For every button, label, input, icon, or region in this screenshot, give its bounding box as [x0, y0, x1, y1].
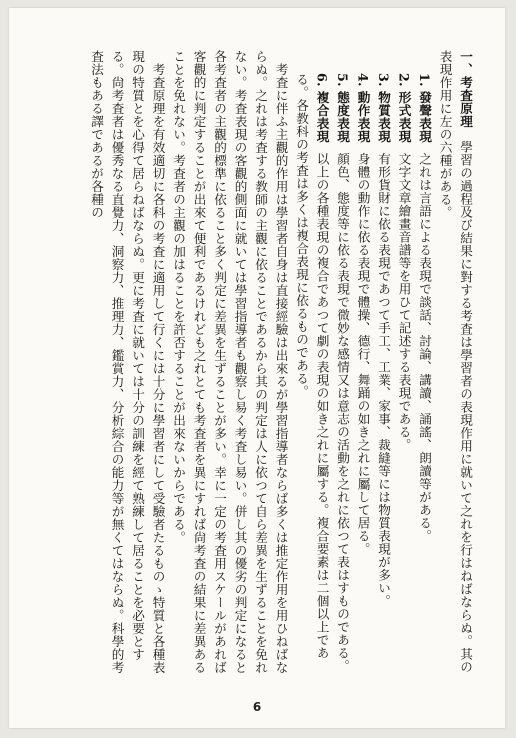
list-item	[373, 50, 394, 678]
section-title	[458, 50, 473, 128]
list-item	[393, 50, 414, 678]
list-item	[291, 50, 332, 678]
list-item-number: 2.	[396, 72, 412, 87]
list-item-text: 文字文章繪畫音譜等を用ひて記述する表現である。	[396, 151, 412, 451]
list-item	[332, 50, 353, 678]
page-number: 6	[252, 700, 262, 714]
list-item-text: 之れは言語による表現で談話、討論、講讀、誦謠、朗讀等がある。	[417, 151, 432, 542]
document-page	[9, 8, 505, 728]
list-item-number: 5.	[335, 72, 350, 87]
list-item-number: 1.	[417, 72, 432, 87]
vertical-text-block	[35, 50, 475, 678]
list-item-number: 3.	[376, 72, 391, 87]
section-heading-paragraph	[434, 50, 475, 678]
list-item-label: 發聲表現	[417, 91, 432, 144]
list-item-label: 態度表現	[335, 91, 350, 144]
list-item-label: 複合表現	[314, 91, 330, 144]
section-intro: 學習の過程及び結果に對する考査は學習者の表現作用に就いて之れを行はねばならぬ。其の表現作用に左の六種がある。	[437, 50, 473, 674]
body-paragraph: 考査に伴ふ主觀的作用は學習者自身は直接經驗は出來るが學習指導者ならば多くは推定作用を用ひねばならぬ。之れは考査する教師の主觀に依ることであるから其の判定は人に依つて自ら差異を生ずることを免れない。考査表現の客觀的側面に就いては學習指導者も觀察し易く考査し易い。併し其の優劣の判定になると各考査者の主觀的標準に依ること多く判定に差異を生ずることが多い。幸に一定の考査用スケールがあれば客觀的に判定することが出來て便利であるけれども之れとても考査者を異にすれば尙考査の結果に差異あることを免れない。考査者の主觀の加はることを許否することが出來ないからである。	[171, 50, 289, 674]
list-item	[414, 50, 435, 678]
list-item-text: 有形貨財に依る表現であつて手工、工業、家事、裁縫等には物質表現が多い。	[376, 151, 391, 607]
list-item-number: 4.	[355, 72, 371, 87]
list-item-text: 以上の各種表現の複合であつて劇の表現の如き之れに屬する。複合要素は二個以上である。各教科の考査は多くは複合表現に依るものである。	[294, 72, 330, 659]
list-item-text: 身體の動作に依る表現で體操、德行、舞踊の如き之れに屬して居る。	[355, 151, 371, 555]
list-item-label: 動作表現	[355, 91, 371, 144]
list-item-label: 形式表現	[396, 91, 412, 144]
body-paragraph: 考査原理を有效適切に各科の考査に適用して行くには十分に學習者にして受驗者たるものゝ特質と各種表現の特質とを心得て居らねばならぬ。更に考査に就いては十分の訓練を經て熟練して居ることを必要とする。尙考査者は優秀なる直覺力、洞察力、推理力、鑑賞力、分析綜合の能力等が無くてはならぬ。科學的考査法もある譯であるが各種の	[89, 50, 166, 674]
list-item-text: 顔色、態度等に依る表現で微妙な感情又は意志の活動を之れに依つて表はすものである。	[335, 151, 350, 672]
section-title-text: 考査原理	[458, 76, 473, 128]
list-item	[352, 50, 373, 678]
list-item-label: 物質表現	[376, 91, 391, 144]
section-marker: 一、	[458, 50, 473, 76]
list-item-number: 6.	[314, 72, 330, 87]
